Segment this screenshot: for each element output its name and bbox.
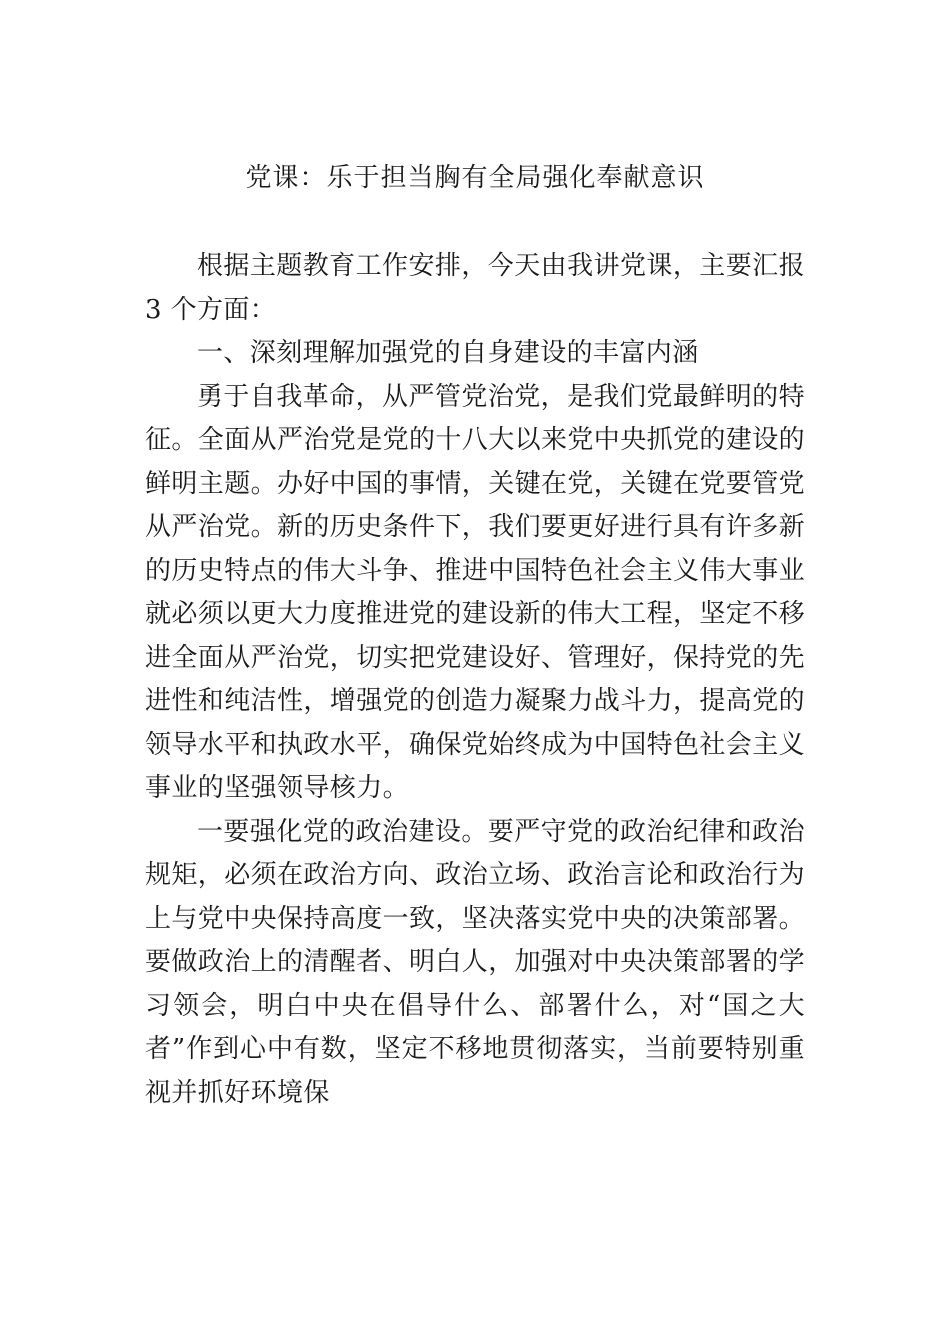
document-title: 党课：乐于担当胸有全局强化奉献意识 <box>245 163 705 193</box>
section-heading-1: 一、深刻理解加强党的自身建设的丰富内涵 <box>197 338 699 368</box>
paragraph-intro: 根据主题教育工作安排，今天由我讲党课，主要汇报 3 个方面： <box>145 251 805 325</box>
document-body <box>145 245 805 1115</box>
paragraph-political-construction: 一要强化党的政治建设。要严守党的政治纪律和政治规矩，必须在政治方向、政治立场、政治言论和政治行为上与党中央保持高度一致，坚决落实党中央的决策部署。要做政治上的清醒者、明白人，加强对中央决策部署的学习领会，明白中央在倡导什么、部署什么，对“国之大者”作到心中有数，坚定不移地贯彻落实，当前要特别重视并抓好环境保 <box>145 816 806 1108</box>
paragraph-self-revolution: 勇于自我革命，从严管党治党，是我们党最鲜明的特征。全面从严治党是党的十八大以来党中央抓党的建设的鲜明主题。办好中国的事情，关键在党，关键在党要管党从严治党。新的历史条件下，我们要更好进行具有许多新的历史特点的伟大斗争、推进中国特色社会主义伟大事业就必须以更大力度推进党的建设新的伟大工程，坚定不移进全面从严治党，切实把党建设好、管理好，保持党的先进性和纯洁性，增强党的创造力凝聚力战斗力，提高党的领导水平和执政水平，确保党始终成为中国特色社会主义事业的坚强领导核力。 <box>145 381 806 803</box>
